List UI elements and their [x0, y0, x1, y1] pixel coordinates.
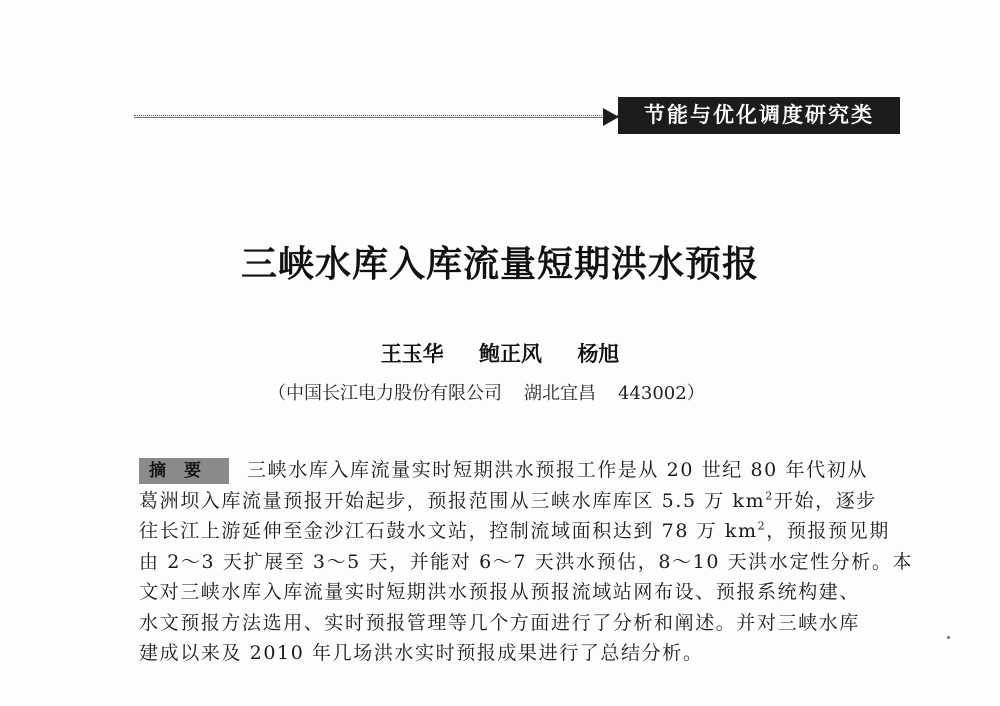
abstract-text: 开始，逐步	[773, 489, 877, 512]
abstract-text: ，预报预见期	[766, 520, 890, 542]
abstract-line-2	[139, 486, 909, 517]
scan-speck	[947, 636, 950, 639]
abstract	[139, 455, 914, 669]
abstract-line-3	[139, 516, 909, 547]
abstract-line-7: 建成以来及 2010 年几场洪水实时预报成果进行了总结分析。	[139, 642, 704, 664]
author-name: 杨旭	[577, 342, 620, 366]
header-rule-dotted	[134, 115, 624, 116]
abstract-line-6: 水文预报方法选用、实时预报管理等几个方面进行了分析和阐述。并对三峡水库	[139, 611, 861, 634]
superscript: 2	[757, 519, 767, 533]
affiliation-postcode: 443002	[618, 383, 687, 404]
affiliation-close-paren: ）	[686, 383, 705, 404]
superscript: 2	[765, 489, 774, 503]
affiliation	[268, 379, 788, 405]
section-label: 节能与优化调度研究类	[618, 97, 900, 134]
author-list	[0, 338, 1000, 368]
header-rule	[134, 117, 624, 118]
abstract-line-4: 由 2～3 天扩展至 3～5 天，并能对 6～7 天洪水预估，8～10 天洪水定性分析。本	[139, 550, 914, 573]
abstract-text: 三峡水库入库流量实时短期洪水预报工作是从 20 世纪 80 年代初从	[247, 459, 868, 481]
abstract-text: 往长江上游延伸至金沙江石鼓水文站，控制流域面积达到 78 万 km	[139, 520, 758, 542]
header-arrow-icon	[603, 108, 619, 126]
abstract-label: 摘要	[139, 458, 229, 484]
author-name: 王玉华	[380, 342, 444, 366]
affiliation-open-paren: （	[268, 383, 286, 404]
abstract-line-1	[139, 455, 909, 486]
abstract-text: 葛洲坝入库流量预报开始起步，预报范围从三峡水库库区 5.5 万 km	[139, 489, 766, 512]
abstract-line-5: 文对三峡水库入库流量实时短期洪水预报从预报流域站网布设、预报系统构建、	[139, 581, 861, 603]
paper-title: 三峡水库入库流量短期洪水预报	[240, 243, 759, 285]
affiliation-org: 中国长江电力股份有限公司	[286, 383, 502, 404]
author-name: 鲍正风	[479, 342, 542, 366]
affiliation-location: 湖北宜昌	[524, 383, 596, 404]
